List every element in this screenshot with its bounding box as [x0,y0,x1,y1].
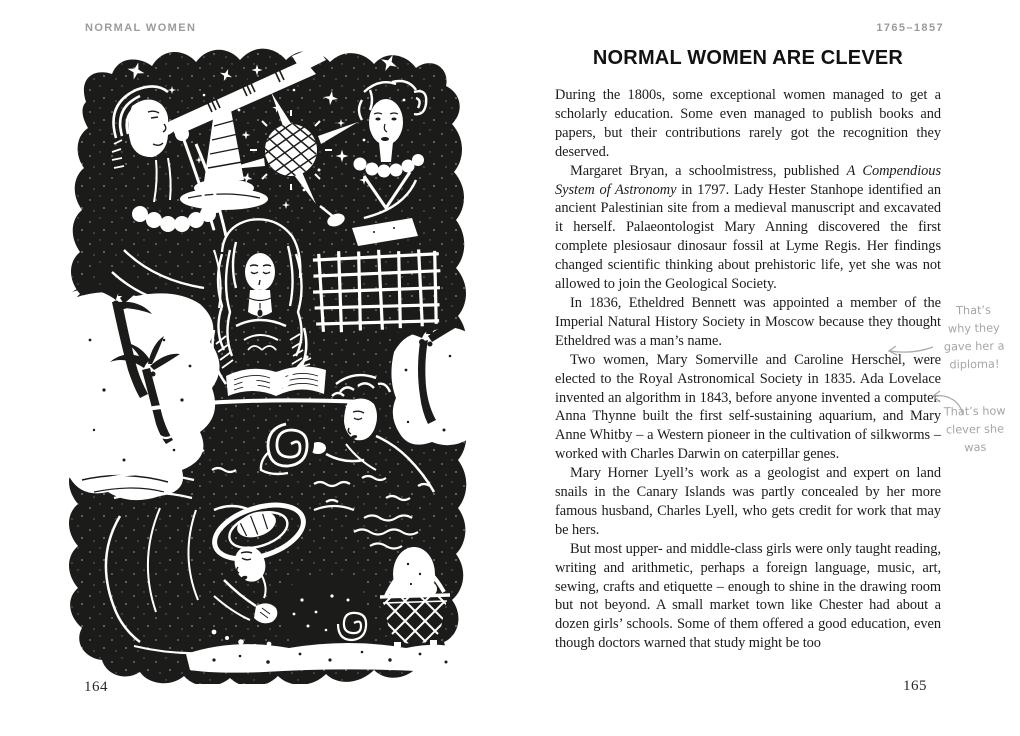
shore [186,643,466,674]
page-number-left: 164 [84,679,108,695]
paragraph: Two women, Mary Somerville and Caroline Herschel, were elected to the Royal Astronomical Society in 1835. Ada Lovelace invented an algorithm in 1843, before anyone invented a computer. Anna Thynne built the first self-sustaining aquarium, and Mary Anne Whitby – a Western pioneer in the cultivation of silkworms – worked with Charles Darwin on caterpillar genes. [555,351,941,463]
running-header-left: NORMAL WOMEN [85,22,197,34]
margin-annotation-clever: That’s how clever she was [943,404,1006,454]
paragraph: Mary Horner Lyell’s work as a geologist and expert on land snails in the Canary Islands was partly concealed by her more famous husband, Charles Lyell, who gets credit for work that may be hers. [555,465,941,538]
woodcut-illustration [64,40,472,684]
annotation-arrow-icon [883,343,935,357]
chapter-title: NORMAL WOMEN ARE CLEVER [592,47,904,69]
paragraph: Margaret Bryan, a schoolmistress, published A Compendious System of Astronomy in 1797. Lady Hester Stanhope identified an ancient Palestinian site from a medieval manuscript and excavated it herself. Palaeontologist Mary Anning discovered the first complete plesiosaur dinosaur fossil at Lyme Regis. Her findings changed scientific thinking about prehistoric life, yet she was not allowed to join the Geological Society. [555,162,941,293]
paragraph: In 1836, Etheldred Bennett was appointed a member of the Imperial Natural History Society in Moscow because they thought Etheldred was a man’s name. [555,294,941,349]
annotation-arrow-icon [927,389,967,417]
running-header-right: 1765–1857 [876,22,944,34]
margin-annotation-diploma: That’s why they gave her a diploma! [943,303,1005,371]
paragraph: But most upper- and middle-class girls were only taught reading, writing and arithmetic, perhaps a foreign language, music, art, sewing, crafts and etiquette – enough to shine in the drawing room but not beyond. A small market town like Chester had about a dozen girls’ schools. Some of them offered a good education, even though doctors warned that study might be too [555,540,941,652]
ammonite-fossil [337,606,371,640]
paragraph: During the 1800s, some exceptional women managed to get a scholarly education. Some even managed to publish books and papers, but their contributions rarely got the recognition they deserved. [555,87,941,160]
body-paragraphs [555,86,941,653]
page-number-right: 165 [903,678,927,694]
